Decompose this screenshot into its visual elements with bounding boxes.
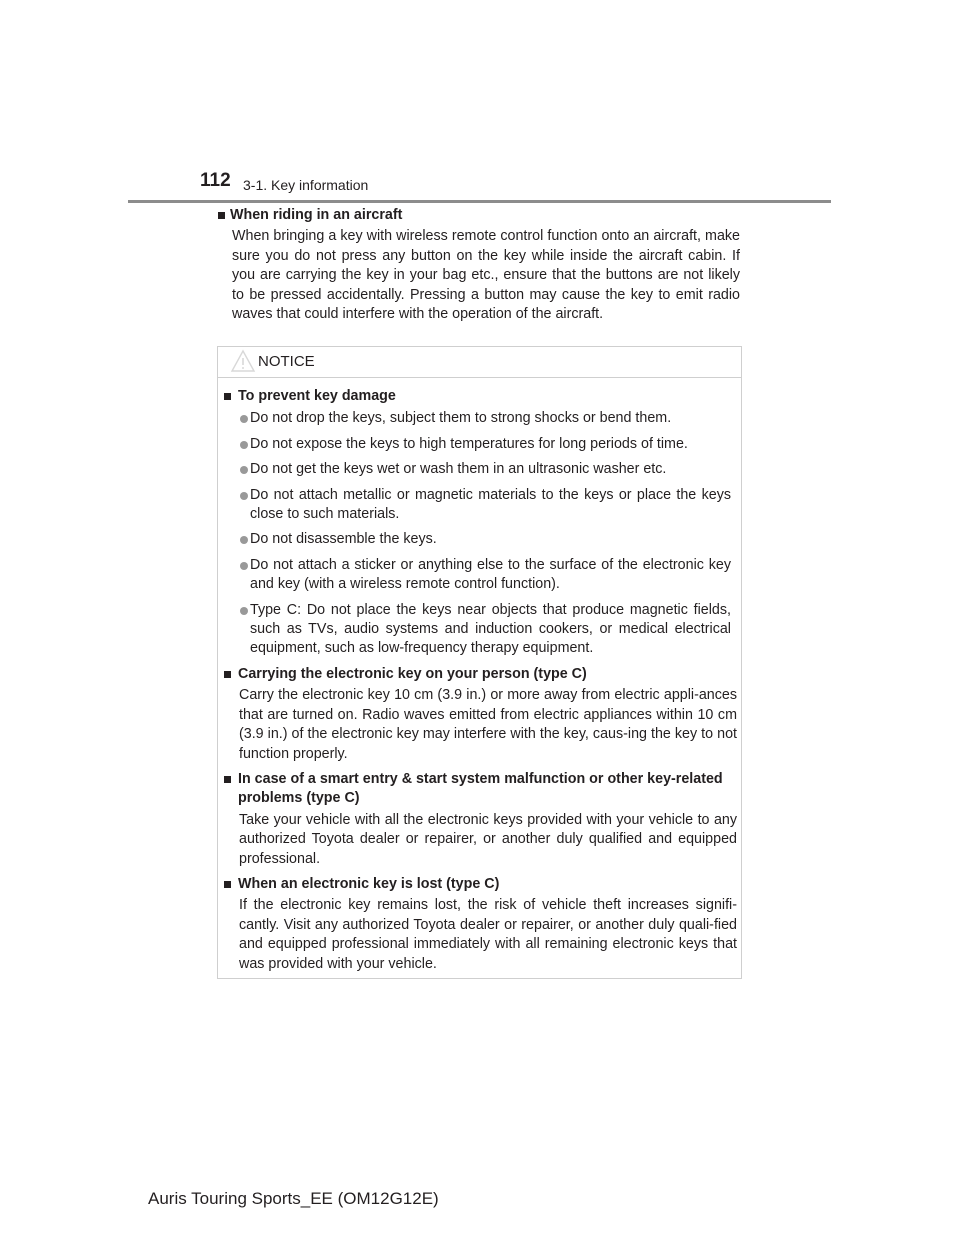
- page-number: 112: [200, 170, 231, 191]
- notice-box: [217, 346, 742, 979]
- bullet-item: [238, 601, 737, 659]
- bullet-item: [238, 556, 737, 595]
- footer-model-text: Auris Touring Sports_EE (OM12G12E): [148, 1189, 439, 1208]
- notice-header: [218, 347, 741, 378]
- prevent-damage-heading: To prevent key damage: [238, 388, 396, 404]
- bullet-item: [238, 530, 737, 549]
- bullet-item: [238, 486, 737, 525]
- bullet-text: Do not disassemble the keys.: [250, 531, 437, 548]
- warning-triangle-icon: [230, 349, 256, 378]
- round-bullet-icon: [240, 466, 248, 474]
- round-bullet-icon: [240, 607, 248, 615]
- malfunction-heading: In case of a smart entry & start system malfunction or other key-related problems (type C): [238, 770, 723, 807]
- bullet-text: Do not expose the keys to high temperatures for long periods of time.: [250, 435, 688, 452]
- header-rule: [128, 200, 831, 203]
- bullet-text: Do not attach a sticker or anything else to the surface of the electronic key and key (with a wireless remote control function).: [250, 556, 731, 593]
- malfunction-body: Take your vehicle with all the electronic keys provided with your vehicle to any authorized Toyota dealer or repairer, or another duly qualified and equipped professional.: [239, 811, 737, 867]
- bullet-item: [238, 460, 737, 479]
- square-bullet-icon: [224, 671, 231, 678]
- aircraft-body: When bringing a key with wireless remote control function onto an aircraft, make sure you do not press any button on the key while inside the aircraft cabin. If you are carrying the key in your bag etc., ensure that the buttons are not likely to be pressed accidentally. Pressing a button may cause the key to emit radio waves that could interfere with the operation of the aircraft.: [232, 228, 740, 323]
- notice-body: [218, 387, 743, 974]
- round-bullet-icon: [240, 492, 248, 500]
- round-bullet-icon: [240, 562, 248, 570]
- carrying-key-heading: Carrying the electronic key on your person (type C): [238, 665, 587, 682]
- bullet-text: Do not drop the keys, subject them to strong shocks or bend them.: [250, 410, 672, 427]
- round-bullet-icon: [240, 536, 248, 544]
- prevent-damage-item: [218, 387, 743, 659]
- round-bullet-icon: [240, 441, 248, 449]
- bullet-text: Type C: Do not place the keys near objects that produce magnetic fields, such as TVs, audio systems and induction cookers, or medical electrical equipment, such as low-frequency therapy equipment.: [250, 601, 731, 657]
- bullet-item: [238, 409, 737, 428]
- square-bullet-icon: [224, 881, 231, 888]
- notice-title: NOTICE: [258, 353, 315, 370]
- key-lost-item: [218, 875, 743, 974]
- square-bullet-icon: [224, 393, 231, 400]
- carrying-key-body: Carry the electronic key 10 cm (3.9 in.) or more away from electric appli-ances that are turned on. Radio waves emitted from electric appliances within 10 cm (3.9 in.) of the electronic key may interfere with the key, caus-ing the key to not function properly.: [239, 687, 737, 762]
- section-title: 3-1. Key information: [243, 177, 369, 193]
- bullet-text: Do not get the keys wet or wash them in an ultrasonic washer etc.: [250, 461, 667, 478]
- square-bullet-icon: [224, 776, 231, 783]
- key-lost-heading: When an electronic key is lost (type C): [238, 875, 500, 892]
- square-bullet-icon: [218, 212, 225, 219]
- aircraft-section: [218, 206, 740, 324]
- bullet-text: Do not attach metallic or magnetic materials to the keys or place the keys close to such materials.: [250, 486, 731, 523]
- malfunction-item: [218, 770, 743, 869]
- aircraft-heading: When riding in an aircraft: [230, 207, 403, 223]
- key-lost-body: If the electronic key remains lost, the risk of vehicle theft increases signifi-cantly. Visit any authorized Toyota dealer or repairer, or another duly quali-fied and equipped professional immediately with all remaining electronic keys that was provided with your vehicle.: [239, 897, 737, 972]
- carrying-key-item: [218, 665, 743, 764]
- round-bullet-icon: [240, 415, 248, 423]
- bullet-item: [238, 435, 737, 454]
